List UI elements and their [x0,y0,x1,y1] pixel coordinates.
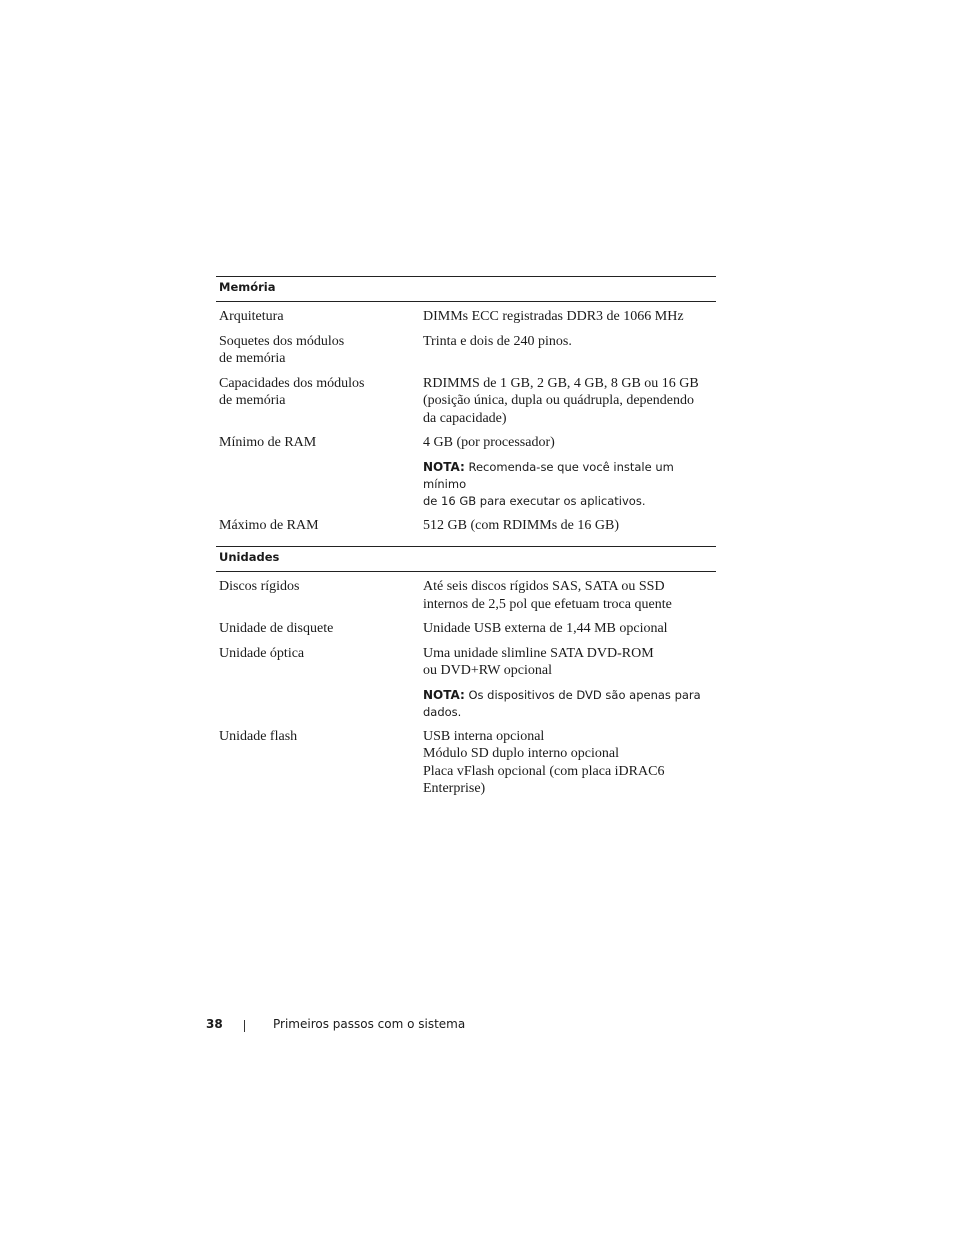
spec-row-unidade-optica [216,645,716,721]
note-text: Recomenda-se que você instale um mínimo [423,459,674,491]
value-line: 512 GB (com RDIMMs de 16 GB) [423,517,619,533]
page-footer [206,1016,465,1032]
spec-label [216,517,420,535]
section-header-memoria: Memória [216,276,716,302]
label-line: Unidade de disquete [219,621,334,636]
value-line: internos de 2,5 pol que efetuam troca quente [423,596,672,612]
note-label: NOTA: [423,459,465,474]
footer-separator [244,1020,245,1032]
spec-row-minimo-ram [216,434,716,510]
value-line: 4 GB (por processador) [423,435,555,450]
note [423,459,716,510]
spec-label [216,308,420,326]
label-line: Máximo de RAM [219,517,319,533]
value-line: Até seis discos rígidos SAS, SATA ou SSD [423,579,665,594]
spec-row-unidade-flash [216,728,716,798]
note-label: NOTA: [423,687,465,702]
value-line: RDIMMS de 1 GB, 2 GB, 4 GB, 8 GB ou 16 GB [423,375,699,391]
label-line: de memória [219,351,286,366]
spec-table [216,276,716,798]
spec-value [420,375,716,428]
spec-row-maximo-ram [216,517,716,535]
label-line: Discos rígidos [219,579,300,594]
value-line: DIMMs ECC registradas DDR3 de 1066 MHz [423,309,684,324]
spec-value [420,620,716,638]
value-line: Unidade USB externa de 1,44 MB opcional [423,621,668,636]
value-line: Módulo SD duplo interno opcional [423,746,619,761]
label-line: Soquetes dos módulos [219,333,345,349]
value-line: Placa vFlash opcional (com placa iDRAC6 [423,763,665,779]
section-body-unidades [216,572,716,798]
value-line: Trinta e dois de 240 pinos. [423,333,572,349]
value-line: da capacidade) [423,410,507,426]
spec-label [216,620,420,638]
spec-value [420,728,716,798]
value-line: Uma unidade slimline SATA DVD-ROM [423,645,654,661]
label-line: Arquitetura [219,309,284,324]
spec-row-soquetes [216,333,716,368]
spec-label [216,333,420,368]
spec-value [420,434,716,510]
note [423,687,716,721]
footer-title: Primeiros passos com o sistema [273,1017,466,1031]
section-header-unidades: Unidades [216,546,716,572]
label-line: Mínimo de RAM [219,435,317,450]
note-text: de 16 GB para executar os aplicativos. [423,493,646,508]
page-number: 38 [206,1017,223,1031]
spec-value [420,578,716,613]
spec-row-capacidades [216,375,716,428]
spec-label [216,578,420,613]
spec-row-unidade-disquete [216,620,716,638]
note-text: dados. [423,704,462,719]
spec-value [420,333,716,368]
label-line: de memória [219,393,286,408]
spec-value [420,517,716,535]
spec-row-discos-rigidos [216,578,716,613]
label-line: Capacidades dos módulos [219,375,365,391]
spec-label [216,645,420,721]
value-line: USB interna opcional [423,728,545,744]
spec-row-arquitetura [216,308,716,326]
spec-label [216,728,420,798]
spec-label [216,434,420,510]
spec-value [420,308,716,326]
value-line: (posição única, dupla ou quádrupla, dependendo [423,393,694,408]
spec-label [216,375,420,428]
label-line: Unidade flash [219,728,298,744]
value-line: ou DVD+RW opcional [423,663,552,678]
section-body-memoria [216,302,716,546]
note-text: Os dispositivos de DVD são apenas para [468,687,701,702]
spec-value [420,645,716,721]
value-line: Enterprise) [423,781,486,796]
label-line: Unidade óptica [219,645,305,661]
